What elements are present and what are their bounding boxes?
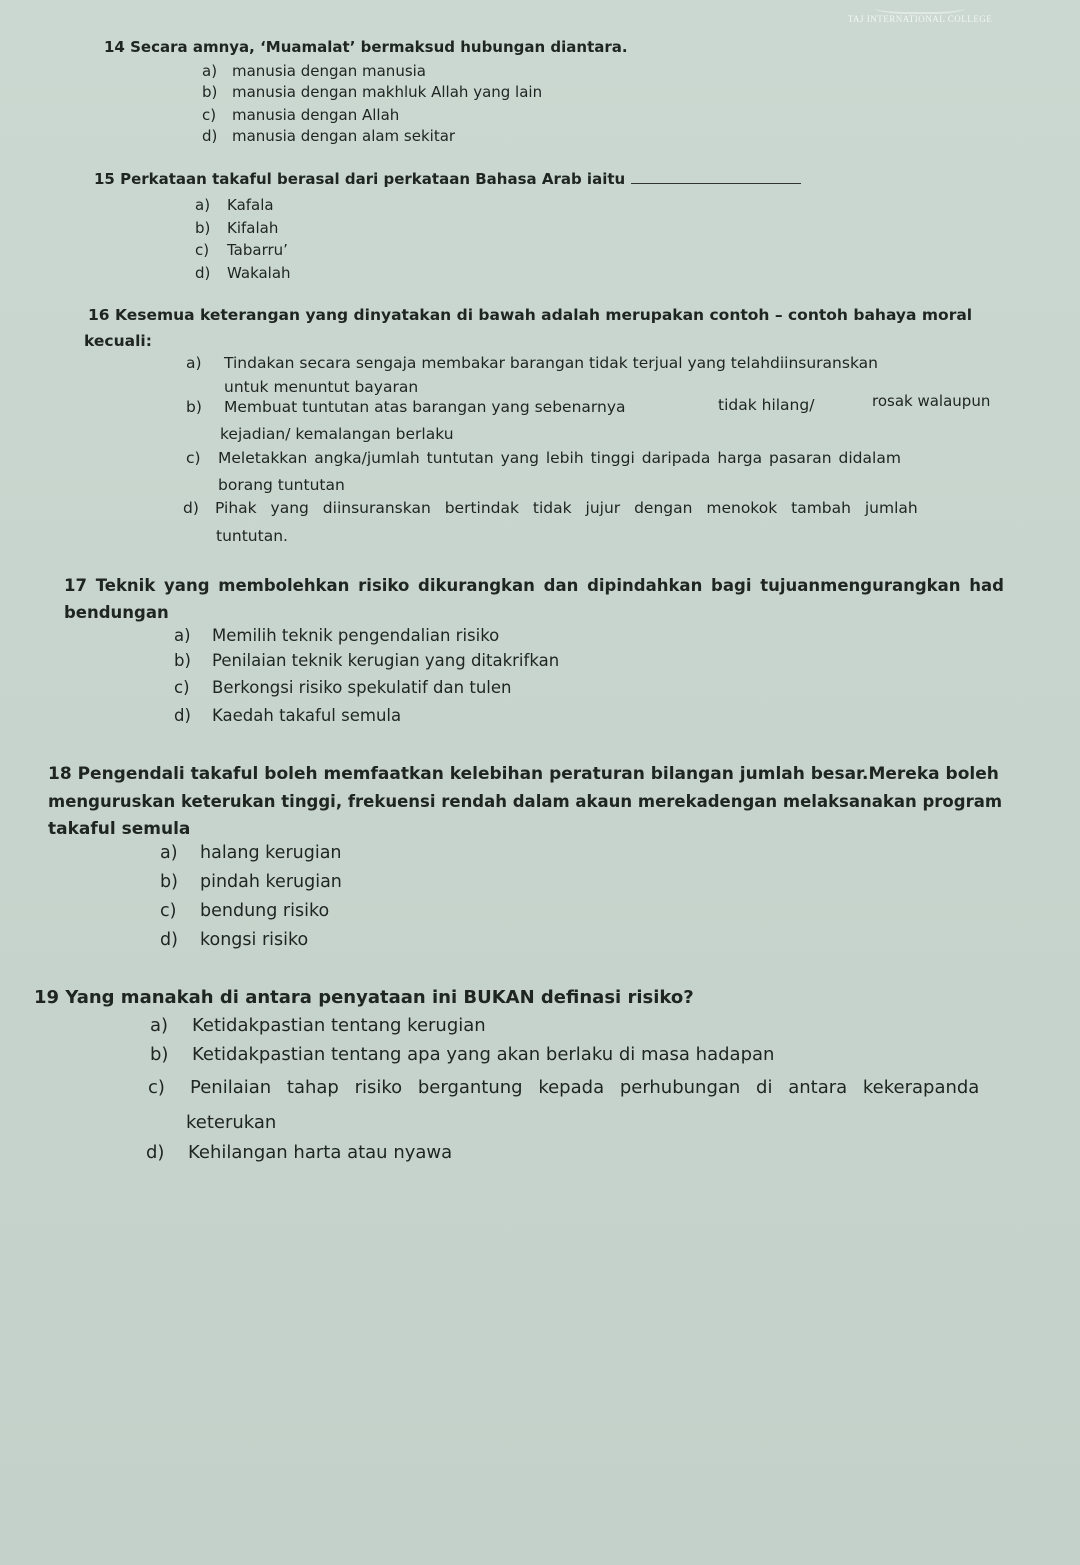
logo-emblem-icon bbox=[875, 0, 965, 14]
question-18-stem-line3: takaful semula bbox=[48, 819, 191, 839]
question-16-option-a[interactable]: a) Tindakan secara sengaja membakar barangan tidak terjual yang telahdiinsuranskan bbox=[186, 354, 878, 372]
question-14-option-d[interactable]: d) manusia dengan alam sekitar bbox=[202, 127, 456, 145]
question-16-option-b-part3: rosak walaupun bbox=[872, 392, 991, 410]
question-16-option-a-cont: untuk menuntut bayaran bbox=[224, 378, 419, 396]
question-14-stem: 14 Secara amnya, ‘Muamalat’ bermaksud hubungan diantara. bbox=[104, 38, 628, 56]
question-14-option-a[interactable]: a) manusia dengan manusia bbox=[202, 62, 426, 80]
question-17-stem-line2: bendungan bbox=[64, 603, 169, 622]
question-19-option-d[interactable]: d) Kehilangan harta atau nyawa bbox=[146, 1142, 453, 1163]
question-16-option-d-cont: tuntutan. bbox=[216, 527, 288, 545]
question-17-option-d[interactable]: d) Kaedah takaful semula bbox=[174, 706, 402, 725]
question-17-option-c[interactable]: c) Berkongsi risiko spekulatif dan tulen bbox=[174, 678, 512, 697]
question-16-option-c[interactable]: c) Meletakkan angka/jumlah tuntutan yang lebih tinggi daripada harga pasaran didalam bbox=[186, 449, 901, 467]
question-14-option-c[interactable]: c) manusia dengan Allah bbox=[202, 106, 400, 124]
question-14-option-b[interactable]: b) manusia dengan makhluk Allah yang lain bbox=[202, 83, 543, 101]
question-15-option-d[interactable]: d) Wakalah bbox=[195, 264, 291, 282]
question-18-option-b[interactable]: b) pindah kerugian bbox=[160, 872, 342, 892]
question-18-stem-line2: menguruskan keterukan tinggi, frekuensi rendah dalam akaun merekadengan melaksanakan program bbox=[48, 792, 1003, 811]
question-15-stem: 15 Perkataan takaful berasal dari perkataan Bahasa Arab iaitu bbox=[94, 170, 801, 188]
question-16-option-b[interactable]: b) Membuat tuntutan atas barangan yang sebenarnya bbox=[186, 398, 626, 416]
answer-blank bbox=[631, 183, 801, 184]
question-16-option-d[interactable]: d) Pihak yang diinsuranskan bertindak tidak jujur dengan menokok tambah jumlah bbox=[183, 499, 918, 517]
question-16-option-b-part2: tidak hilang/ bbox=[718, 396, 815, 414]
question-18-option-c[interactable]: c) bendung risiko bbox=[160, 901, 330, 921]
question-16-option-c-cont: borang tuntutan bbox=[218, 476, 345, 494]
question-18-option-d[interactable]: d) kongsi risiko bbox=[160, 930, 309, 950]
question-16-stem-line1: 16 Kesemua keterangan yang dinyatakan di bawah adalah merupakan contoh – contoh bahaya moral bbox=[88, 306, 973, 324]
question-16-stem-line2: kecuali: bbox=[84, 332, 152, 350]
question-15-option-c[interactable]: c) Tabarru’ bbox=[195, 241, 288, 259]
question-18-stem-line1: 18 Pengendali takaful boleh memfaatkan kelebihan peraturan bilangan jumlah besar.Mereka boleh bbox=[48, 764, 999, 784]
question-16-option-b-cont: kejadian/ kemalangan berlaku bbox=[220, 425, 454, 443]
question-19-option-a[interactable]: a) Ketidakpastian tentang kerugian bbox=[150, 1015, 486, 1036]
question-17-option-b[interactable]: b) Penilaian teknik kerugian yang ditakrifkan bbox=[174, 651, 560, 670]
question-17-stem-line1: 17 Teknik yang membolehkan risiko dikurangkan dan dipindahkan bagi tujuanmengurangkan had bbox=[64, 576, 1004, 595]
question-18-option-a[interactable]: a) halang kerugian bbox=[160, 843, 342, 863]
question-17-option-a[interactable]: a) Memilih teknik pengendalian risiko bbox=[174, 626, 500, 645]
question-19-option-b[interactable]: b) Ketidakpastian tentang apa yang akan berlaku di masa hadapan bbox=[150, 1044, 775, 1065]
question-19-stem: 19 Yang manakah di antara penyataan ini BUKAN definasi risiko? bbox=[34, 987, 694, 1008]
college-logo: TAJ INTERNATIONAL COLLEGE bbox=[820, 0, 1020, 24]
question-19-option-c[interactable]: c) Penilaian tahap risiko bergantung kepada perhubungan di antara kekerapanda bbox=[148, 1077, 980, 1098]
question-15-option-a[interactable]: a) Kafala bbox=[195, 196, 274, 214]
question-15-option-b[interactable]: b) Kifalah bbox=[195, 219, 279, 237]
question-19-option-c-cont: keterukan bbox=[186, 1112, 277, 1133]
